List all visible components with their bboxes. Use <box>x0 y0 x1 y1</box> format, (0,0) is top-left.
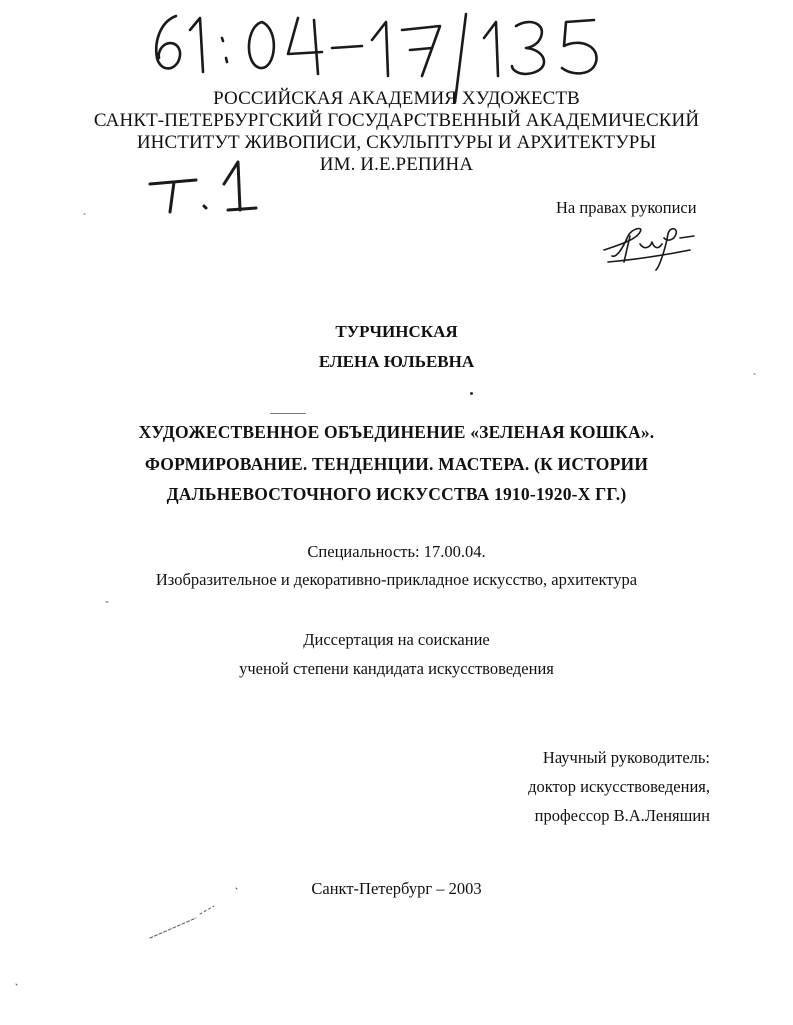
supervisor-degree: доктор искусствоведения, <box>528 777 710 796</box>
manuscript-rights-note: На правах рукописи <box>556 198 697 217</box>
institute-name-line-1: САНКТ-ПЕТЕРБУРГСКИЙ ГОСУДАРСТВЕННЫЙ АКАДЕМИЧЕСКИЙ <box>93 110 700 131</box>
dissertation-title-line-1: ХУДОЖЕСТВЕННОЕ ОБЪЕДИНЕНИЕ «ЗЕЛЕНАЯ КОШКА». <box>138 422 655 442</box>
institute-name-line-3: ИМ. И.Е.РЕПИНА <box>319 154 474 175</box>
supervisor-name: профессор В.А.Леняшин <box>534 806 710 825</box>
place-and-year: Санкт-Петербург – 2003 <box>311 879 482 898</box>
specialty-name: Изобразительное и декоративно-прикладное искусство, архитектура <box>155 570 638 589</box>
dissertation-title-line-3: ДАЛЬНЕВОСТОЧНОГО ИСКУССТВА 1910-1920-Х ГГ.) <box>166 484 627 504</box>
supervisor-label: Научный руководитель: <box>542 748 710 767</box>
institute-name-line-2: ИНСТИТУТ ЖИВОПИСИ, СКУЛЬПТУРЫ И АРХИТЕКТУРЫ <box>136 132 657 153</box>
degree-line-1: Диссертация на соискание <box>303 630 490 649</box>
dissertation-title-line-2: ФОРМИРОВАНИЕ. ТЕНДЕНЦИИ. МАСТЕРА. (К ИСТОРИИ <box>144 454 649 474</box>
author-given-names: ЕЛЕНА ЮЛЬЕВНА <box>318 352 475 371</box>
specialty-code: Специальность: 17.00.04. <box>307 542 486 561</box>
degree-line-2: ученой степени кандидата искусствоведения <box>239 659 554 678</box>
academy-name: РОССИЙСКАЯ АКАДЕМИЯ ХУДОЖЕСТВ <box>213 88 580 109</box>
author-surname: ТУРЧИНСКАЯ <box>335 322 458 341</box>
